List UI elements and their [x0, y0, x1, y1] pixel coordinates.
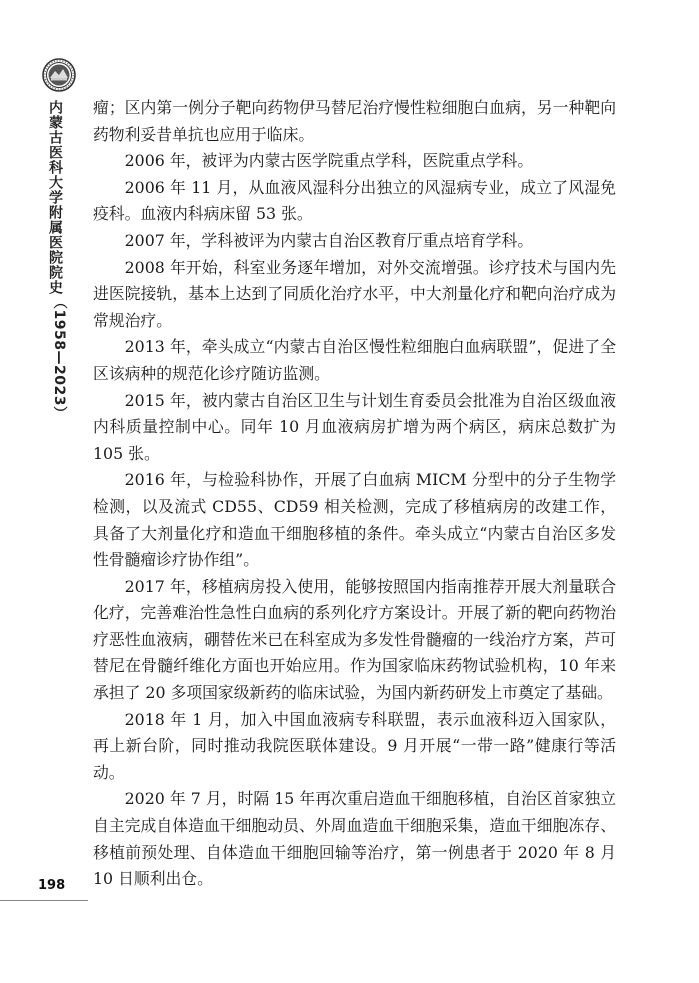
folio-divider — [0, 900, 88, 901]
paragraph-2015: 2015 年，被内蒙古自治区卫生与计划生育委员会批准为自治区级血液内科质量控制中心。同年 10 月血液病房扩增为两个病区，病床总数扩为 105 张。 — [93, 390, 616, 463]
book-years: （1958—2023） — [51, 295, 67, 421]
paragraph-2007: 2007 年，学科被评为内蒙古自治区教育厅重点培育学科。 — [124, 230, 534, 250]
paragraph-2016: 2016 年，与检验科协作，开展了白血病 MICM 分型中的分子生物学检测，以及流式 CD55、CD59 相关检测，完成了移植病房的改建工作，具备了大剂量化疗和造血干细胞移植的条件。牵头成立“内蒙古自治区多发性骨髓瘤诊疗协作组”。 — [93, 470, 616, 570]
paragraph-2006-rheumatology: 2006 年 11 月，从血液风湿科分出独立的风湿病专业，成立了风湿免疫科。血液内科病床留 53 张。 — [93, 177, 616, 224]
book-title: 内蒙古医科大学附属医院院史 — [47, 100, 63, 295]
university-seal-icon — [42, 58, 76, 92]
paragraph-continued: 瘤；区内第一例分子靶向药物伊马替尼治疗慢性粒细胞白血病，另一种靶向药物利妥昔单抗也应用于临床。 — [93, 98, 616, 144]
paragraph-2006-key-discipline: 2006 年，被评为内蒙古医学院重点学科，医院重点学科。 — [124, 151, 534, 171]
page-number: 198 — [38, 878, 66, 893]
paragraph-2020: 2020 年 7 月，时隔 15 年再次重启造血干细胞移植，自治区首家独立自主完成自体造血干细胞动员、外周血造血干细胞采集，造血干细胞冻存、移植前预处理、自体造血干细胞回输等治疗，第一例患者于 2020 年 8 月 10 日顺利出仓。 — [93, 789, 616, 889]
paragraph-2017: 2017 年，移植病房投入使用，能够按照国内指南推荐开展大剂量联合化疗，完善难治性急性白血病的系列化疗方案设计。开展了新的靶向药物治疗恶性血液病，硼替佐米已在科室成为多发性骨髓瘤的一线治疗方案，芦可替尼在骨髓纤维化方面也开始应用。作为国家临床药物试验机构，10 年来承担了 20 多项国家级新药的临床试验，为国内新药研发上市奠定了基础。 — [93, 576, 616, 703]
paragraph-2008: 2008 年开始，科室业务逐年增加，对外交流增强。诊疗技术与国内先进医院接轨，基本上达到了同质化治疗水平，中大剂量化疗和靶向治疗成为常规治疗。 — [93, 257, 616, 330]
sidebar — [0, 0, 88, 983]
paragraph-2013: 2013 年，牵头成立“内蒙古自治区慢性粒细胞白血病联盟”，促进了全区该病种的规范化诊疗随访监测。 — [93, 337, 616, 383]
book-title-vertical — [48, 100, 70, 420]
body-text — [93, 95, 616, 893]
paragraph-2018: 2018 年 1 月，加入中国血液病专科联盟，表示血液科迈入国家队，再上新台阶，同时推动我院医联体建设。9 月开展“一带一路”健康行等活动。 — [93, 709, 616, 782]
